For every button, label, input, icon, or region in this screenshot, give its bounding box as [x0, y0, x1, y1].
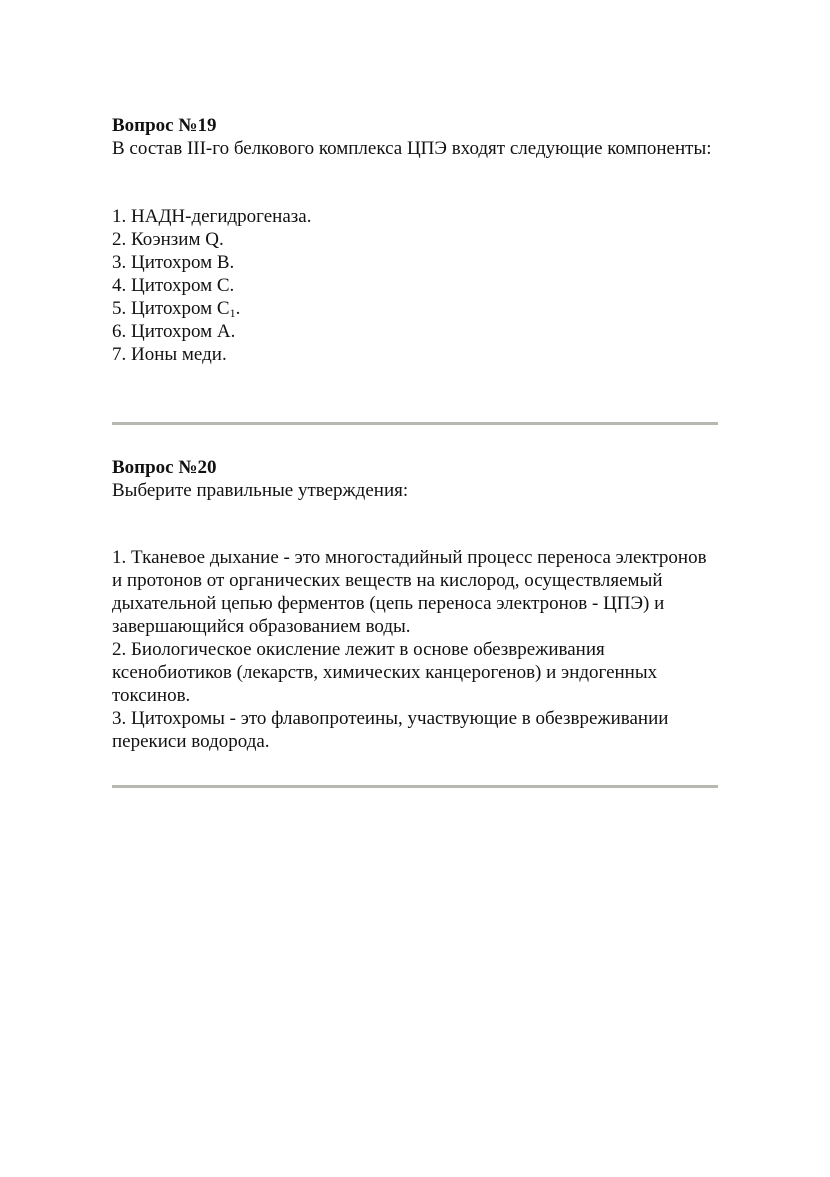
option-item: 3. Цитохром В.: [112, 252, 235, 273]
option-item: 1. НАДН-дегидрогеназа.: [112, 206, 312, 227]
question-19: [112, 114, 718, 366]
options-list: [112, 205, 718, 366]
option-item: 3. Цитохромы - это флавопротеины, участвующие в обезвреживании перекиси водорода.: [112, 708, 669, 752]
question-text: Выберите правильные утверждения:: [112, 480, 409, 501]
divider: [112, 422, 718, 425]
question-title: Вопрос №19: [112, 115, 217, 136]
option-subscript: 1: [229, 306, 236, 320]
divider: [112, 785, 718, 788]
option-item: 2. Коэнзим Q.: [112, 229, 224, 250]
question-text: В состав III-го белкового комплекса ЦПЭ входят следующие компоненты:: [112, 138, 712, 159]
option-item: 1. Тканевое дыхание - это многостадийный процесс переноса электронов и протонов от органических веществ на кислород, осуществляемый дыхательной цепью ферментов (цепь переноса электронов - ЦПЭ) и завершающийся образованием воды.: [112, 547, 707, 637]
option-item: 6. Цитохром А.: [112, 321, 236, 342]
option-text: 5. Цитохром С: [112, 298, 230, 319]
option-item: 4. Цитохром С.: [112, 275, 235, 296]
question-title: Вопрос №20: [112, 457, 217, 478]
option-end: .: [235, 298, 241, 319]
option-item: 2. Биологическое окисление лежит в основе обезвреживания ксенобиотиков (лекарств, химических канцерогенов) и эндогенных токсинов.: [112, 639, 658, 706]
options-list: [112, 546, 718, 753]
option-item: 7. Ионы меди.: [112, 344, 227, 365]
option-item: [112, 297, 718, 320]
question-20: [112, 456, 718, 753]
